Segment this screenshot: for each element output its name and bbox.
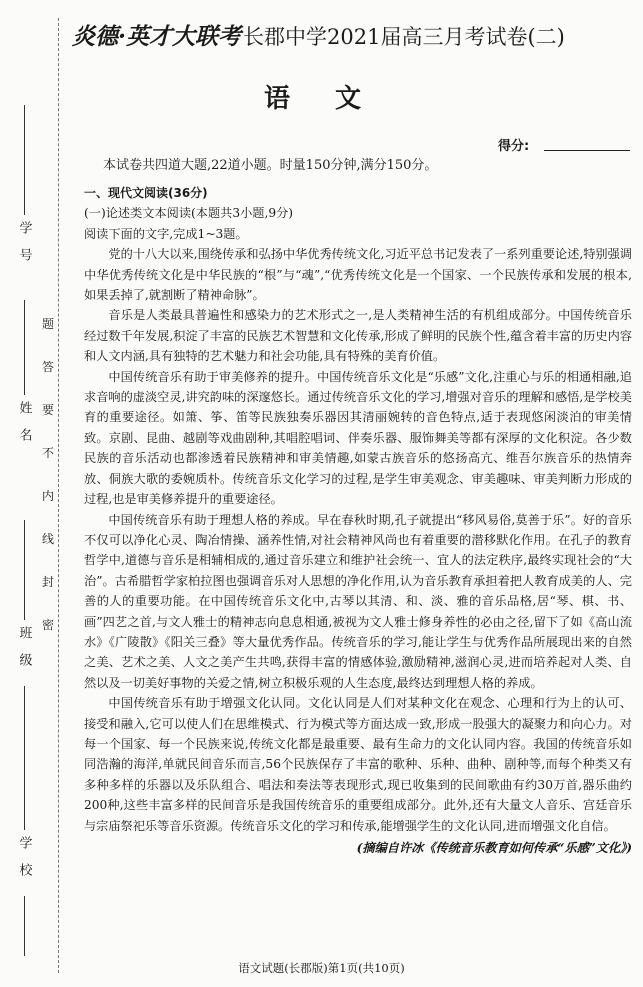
source-citation: (摘编自许冰《传统音乐教育如何传承“乐感”文化》) (356, 841, 632, 855)
exam-title: 长郡中学2021届高三月考试卷(二) (243, 25, 565, 49)
seal-warning-char: 封 (42, 575, 55, 589)
exam-header (72, 18, 637, 48)
school-label: 学校 (16, 836, 32, 890)
subsection-heading: (一)论述类文本阅读(本题共3小题,9分) (84, 206, 294, 221)
paragraph: 音乐是人类最具普遍性和感染力的艺术形式之一,是人类精神生活的有机组成部分。中国传统音乐经过数千年发展,积淀了丰富的民族艺术智慧和文化传承,形成了鲜明的民族个性,蕴含着丰富的历史内容和人文内涵,具有独特的艺术魅力和社会功能,具有特殊的美育价值。 (84, 308, 632, 364)
seal-warning-char: 不 (42, 446, 55, 460)
page-footer: 语文试题(长郡版)第1页(共10页) (238, 961, 405, 975)
score-field[interactable] (544, 150, 630, 151)
seal-warning-char: 线 (42, 532, 55, 546)
student-number-field[interactable] (10, 105, 38, 281)
section-heading: 一、现代文阅读(36分) (84, 186, 208, 200)
exam-intro: 本试卷共四道大题,22道小题。时量150分钟,满分150分。 (103, 158, 438, 173)
paragraph: 中国传统音乐有助于理想人格的养成。早在春秋时期,孔子就提出“移风易俗,莫善于乐”。好的音乐不仅可以净化心灵、陶冶情操、涵养性情,对社会精神风尚也有着重要的潜移默化作用。在孔子的教育哲学中,道德与音乐是相辅相成的,通过音乐建立和维护社会统一、宜人的法定秩序,最终实现社会的“大治”。古希腊哲学家柏拉图也强调音乐对人思想的净化作用,认为音乐教育承担着把人教育成美的人、完善的人的重要功能。在中国传统音乐文化中,古琴以其清、和、淡、雅的音乐品格,居“琴、棋、书、画”四艺之首,与文人雅士的精神志向息息相通,被视为文人雅士修身养性的必由之径,留下了如《高山流水》《广陵散》《阳关三叠》等大量优秀作品。传统音乐的学习,能让学生与优秀作品所展现出来的自然之美、艺术之美、人文之美产生共鸣,获得丰富的情感体验,激励精神,滋润心灵,进而培养起对人类、自然以及一切美好事物的关爱之情,树立积极乐观的人生态度,最终达到理想人格的养成。 (84, 512, 632, 690)
name-label: 姓名 (16, 401, 32, 455)
student-number-label: 学号 (16, 221, 32, 275)
seal-line (58, 18, 59, 973)
paragraph: 中国传统音乐有助于审美修养的提升。中国传统音乐文化是“乐感”文化,注重心与乐的相通相融,追求音响的虚淡空灵,讲究韵味的深邃悠长。通过传统音乐文化的学习,增强对音乐的理解和感悟,是学校美育的重要途径。如箫、筝、笛等民族独奏乐器因其清丽婉转的音色特点,适于表现悠闲淡泊的审美情致。京剧、昆曲、越剧等戏曲剧种,其唱腔唱词、伴奏乐器、服饰舞美等都有深厚的文化积淀。各少数民族的音乐活动也都渗透着民族精神和审美情趣,如蒙古族音乐的悠扬高亢、维吾尔族音乐的热情奔放、侗族大歌的委婉质朴。传统音乐文化学习的过程,是学生审美观念、审美趣味、审美判断力形成的过程,也是审美修养提升的重要途径。 (84, 369, 632, 507)
seal-warning-char: 答 (42, 360, 55, 374)
paragraph: 中国传统音乐有助于增强文化认同。文化认同是人们对某种文化在观念、心理和行为上的认可、接受和融入,它可以使人们在思维模式、行为模式等方面达成一致,形成一股强大的凝聚力和向心力。对每一个国家、每一个民族来说,传统文化都是最重要、最有生命力的文化认同内容。我国的传统音乐如同浩瀚的海洋,单就民间音乐而言,56个民族保存了丰富的歌种、乐种、曲种、剧种等,而每个种类又有多种多样的乐器以及乐队组合、唱法和奏法等表现形式,现已收集到的民间歌曲有约30万首,器乐曲约200种,这些丰富多样的民间音乐是我国传统音乐的重要组成部分。此外,还有大量文人音乐、宫廷音乐与宗庙祭祀乐等音乐资源。传统音乐文化的学习和传承,能增强学生的文化认同,进而增强文化自信。 (84, 696, 632, 833)
class-label: 班级 (16, 626, 32, 680)
name-field[interactable] (10, 300, 38, 461)
seal-warning (42, 318, 54, 662)
seal-warning-char: 要 (42, 403, 55, 417)
class-field[interactable] (10, 520, 38, 746)
seal-warning-char: 题 (42, 317, 55, 331)
brand-name: 炎德·英才大联考 (72, 23, 242, 50)
subject-title: 语 文 (263, 84, 380, 114)
instruction: 阅读下面的文字,完成1~3题。 (84, 226, 248, 241)
school-field[interactable] (10, 745, 38, 956)
seal-warning-char: 内 (42, 489, 55, 503)
reading-section (84, 183, 632, 858)
seal-warning-char: 密 (42, 618, 55, 632)
score-label: 得分: (498, 139, 530, 154)
paragraph: 党的十八大以来,围绕传承和弘扬中华优秀传统文化,习近平总书记发表了一系列重要论述,特别强调中华优秀传统文化是中华民族的“根”与“魂”,“优秀传统文化是一个国家、一个民族传承和发展的根本,如果丢掉了,就割断了精神命脉”。 (84, 247, 632, 303)
